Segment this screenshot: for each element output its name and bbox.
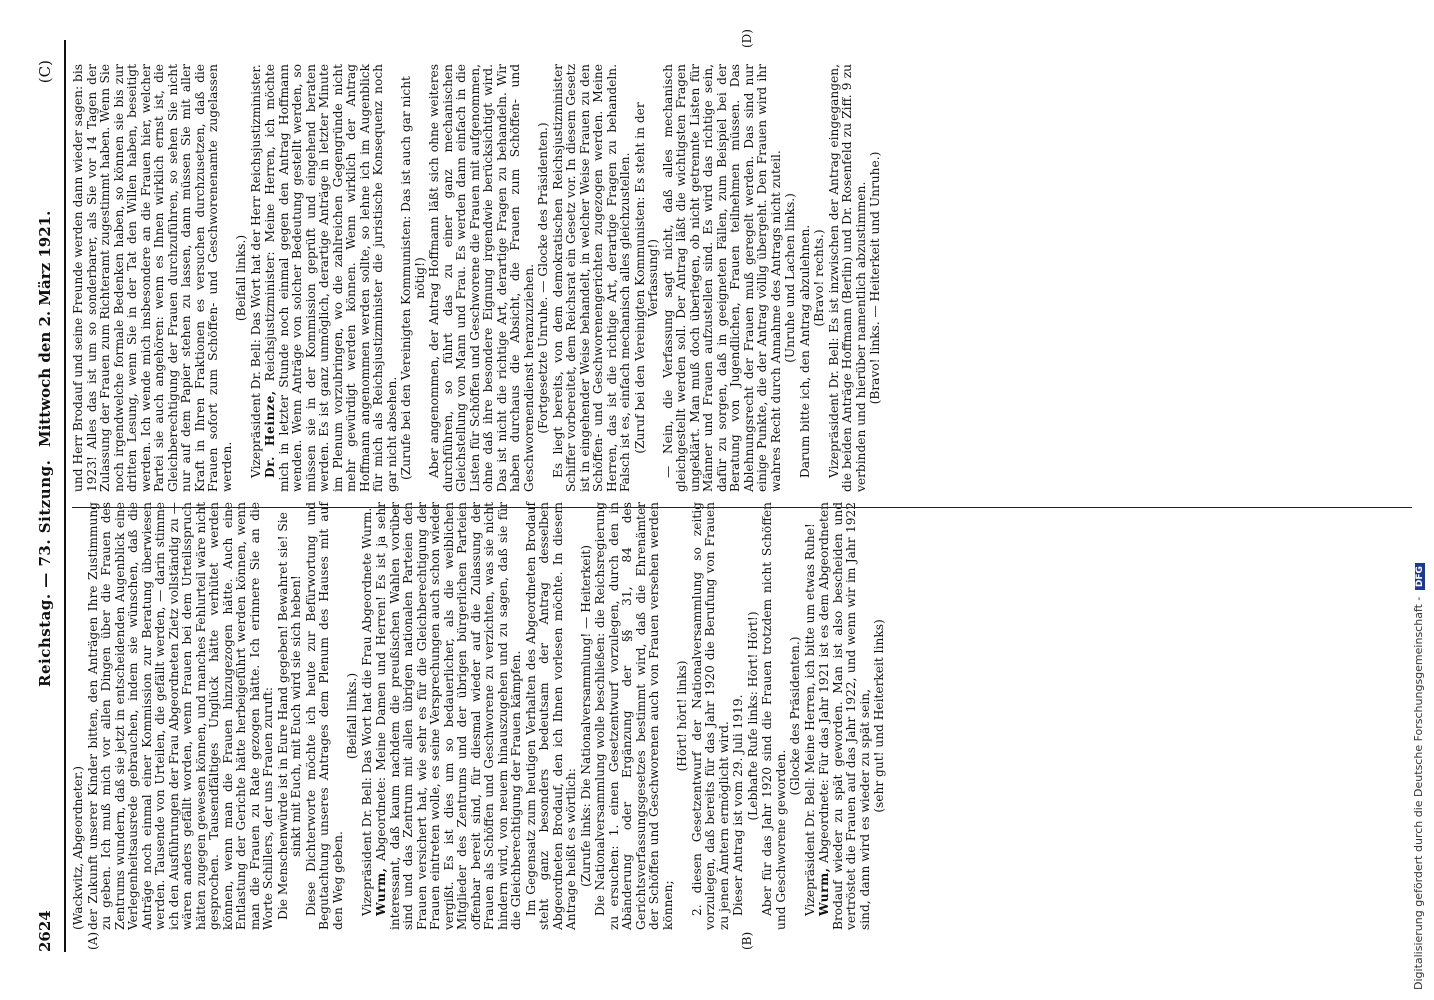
paragraph-text: (Lebhafte Rufe links: Hört! Hört!) <box>745 611 760 821</box>
paragraph <box>72 502 86 930</box>
paragraph-text: Die Menschenwürde ist in Eure Hand gegeben! Bewahret sie! Sie sinkt mit Euch, mit Euch wird sie sich heben! <box>275 512 303 920</box>
paragraph <box>691 502 732 930</box>
paragraph-text: (Zuruf bei den Vereinigten Kommunisten: Es steht in der Verfassung!) <box>632 102 660 454</box>
paragraph <box>634 64 661 492</box>
paragraph <box>72 64 234 492</box>
paragraph-text: Diese Dichterworte möchte ich heute zur Befürwortung und Begutachtung unseres Antrages dem Plenum des Hauses mit auf den Weg geben. <box>303 502 345 930</box>
paragraph <box>361 502 375 930</box>
paragraph-text: 2. diesen Gesetzentwurf der Nationalversammlung so zeitig vorzulegen, daß bereits für das Jahr 1920 die Berufung von Frauen zu jenen Ämtern ermöglicht wird. <box>689 502 731 930</box>
paragraph <box>250 64 264 492</box>
paragraph <box>804 502 818 930</box>
paragraph <box>537 64 551 492</box>
paragraph <box>732 502 746 930</box>
paragraph-text: Abgeordnete: Für das Jahr 1921 ist es dem Abgeordneten Brodauf wieder zu spät geworden. Man ist also bescheiden und vertröstet die Frauen auf das Jahr 1922, und wenn wir im Jahr 1922 sind, dann wird es wieder zu spät sein, <box>817 502 872 930</box>
speaker-name: Wurm, <box>374 867 388 916</box>
right-text-column <box>72 64 884 492</box>
paragraph <box>552 64 633 492</box>
paragraph <box>789 502 803 930</box>
paragraph-text: Es liegt bereits, von dem demokratischen Reichsjustizminister Schiffer vorbereitet, dem Reichsrat ein Gesetz vor. In diesem Gesetz ist in eingehender Weise behandelt, in welcher Weise Frauen zu den Schöffen- und Geschworenengerichten zugezogen werden. Meine Herren, das ist die richtige Art, derartige Fragen zu behandeln. Falsch ist es, einfach mechanisch alles gleichzustellen. <box>550 64 632 492</box>
paragraph-text: und Herr Brodauf und seine Freunde werden dann wieder sagen: bis 1923! Alles das ist um so sonderbarer, als Sie vor 14 Tagen der Zulassung der Frauen zum Richteramt zugestimmt haben. Wenn Sie noch irgendwelche formale Bedenken haben, so können sie bis zur dritten Lesung, wenn Sie in der Tat den Willen haben, beseitigt werden. Ich wende mich insbesondere an die Frauen hier, welcher Partei sie auch angehören: wenn es Ihnen wirklich ernst ist, die Gleichberechtigung der Frauen durchzuführen, so sehen Sie nicht nur auf dem Papier stehen zu lassen, dann müssen Sie mit aller Kraft in Ihren Fraktionen es versuchen durchzusetzen, daß die Frauen sofort zum Schöffen- und Geschworenenamte zugelassen werden. <box>71 64 234 492</box>
paragraph <box>277 502 304 930</box>
paragraph-text: (Bravo! links. — Heiterkeit und Unruhe.) <box>868 151 882 405</box>
paragraph-text: (Unruhe und Lachen links.) <box>783 193 797 363</box>
margin-marker-b: (B) <box>740 931 754 950</box>
paragraph <box>428 64 536 492</box>
paragraph-text: Vizepräsident Dr. Bell: Meine Herren, ich bitte um etwas Ruhe! <box>802 523 817 916</box>
paragraph-text: Die Nationalversammlung wolle beschließen: die Reichsregierung zu ersuchen: 1. einen Gesetzentwurf vorzulegen, durch den in Abänderung oder Ergänzung der §§ 31, 84 des Gerichtsverfassungsgesetzes bestimmt wird, daß die Ehrenämter der Schöffen und Geschworenen auch von Frauen versehen werden können; <box>593 502 675 930</box>
digitization-text-wrapper <box>1412 563 1425 990</box>
paragraph <box>761 502 788 930</box>
paragraph <box>828 64 869 492</box>
paragraph-text: Darum bitte ich, den Antrag abzulehnen. <box>797 224 812 478</box>
margin-marker-d: (D) <box>740 29 754 48</box>
margin-marker-c: (C) <box>36 60 54 84</box>
speaker-name: Dr. Heinze, <box>263 390 277 478</box>
paragraph <box>305 502 346 930</box>
digitization-credit: Digitalisierung gefördert durch die Deutsche Forschungsgemeinschaft - <box>1412 596 1425 990</box>
paragraph-text: (Glocke des Präsidenten.) <box>788 636 802 796</box>
paragraph-text: Aber für das Jahr 1920 sind die Frauen trotzdem nicht Schöffen und Geschworene geworden. <box>760 502 788 930</box>
paragraph <box>676 502 690 930</box>
paragraph-text: Reichsjustizminister: Meine Herren, ich möchte mich in letzter Stunde noch einmal gegen den Antrag Hoffmann wenden. Wenn Anträge von solcher Bedeutung gestellt werden, so müssen sie in der Kommission geprüft und eingehend beraten werden. Es ist ganz unmöglich, derartige Anträge in letzter Minute im Plenum vorzubringen, wo die zahlreichen Gegengründe nicht mehr gewürdigt werden können. Wenn wirklich der Antrag Hoffmann angenommen werden sollte, so lehne ich im Augenblick für mich als Reichsjustizminister die juristische Konsequenz noch gar nicht absehen. <box>263 64 399 492</box>
paragraph-text: Im Gegensatz zum heutigen Verhalten des Abgeordneten Brodauf steht ganz besonders bedeutsam der Antrag desselben Abgeordneten Brodauf, den ich Ihnen vorlesen möchte. In diesem Antrage heißt es wörtlich: <box>523 502 578 930</box>
paragraph-text: — Nein, die Verfassung sagt nicht, daß alles mechanisch gleichgestellt werden soll. Der Antrag läßt die wichtigsten Fragen ungeklärt. Man muß doch überlegen, ob nicht getrennte Listen für Männer und Frauen aufzustellen sind. Es wird das richtige sein, dafür zu sorgen, daß in geeigneten Fällen, zum Beispiel bei der Beratung von Jugendlichen, Frauen teilnehmen müssen. Das Ablehnungsrecht der Frauen muß geregelt werden. Das sind nur einige Punkte, die der Antrag völlig übergeht. Den Frauen wird ihr wahres Recht durch Annahme des Antrags nicht zuteil. <box>660 64 783 492</box>
paragraph-text: (Wackwitz, Abgeordneter.) <box>71 766 85 930</box>
digitization-note <box>1404 0 1434 1000</box>
paragraph <box>813 64 827 492</box>
paragraph-text: (sehr gut! und Heiterkeit links) <box>872 619 886 813</box>
paragraph <box>799 64 813 492</box>
paragraph <box>594 502 675 930</box>
page-header <box>34 40 64 952</box>
paragraph-text: (Fortgesetzte Unruhe. — Glocke des Präsidenten.) <box>536 122 550 434</box>
paragraph-text: (Beifall links.) <box>345 672 359 760</box>
paragraph <box>375 502 524 930</box>
paragraph <box>400 64 427 492</box>
page-number: 2624 <box>36 910 54 952</box>
paragraph-text: Vizepräsident Dr. Bell: Es ist inzwischen der Antrag eingegangen, die beiden Anträge Hoffmann (Berlin) und Dr. Rosenfeld zu Ziff. 9 zu verbinden und hierüber namentlich abzustimmen. <box>826 64 868 492</box>
paragraph <box>346 502 360 930</box>
header-rule <box>64 40 66 952</box>
session-title: Reichstag. — 73. Sitzung. <box>36 459 54 687</box>
paragraph <box>235 64 249 492</box>
paragraph <box>873 502 887 930</box>
paragraph <box>662 64 784 492</box>
paragraph-text: Vizepräsident Dr. Bell: Das Wort hat der Herr Reichsjustizminister. <box>248 64 263 478</box>
paragraph <box>264 64 399 492</box>
paragraph-text: Dieser Antrag ist vom 29. Juli 1919. <box>731 694 745 916</box>
paragraph-text: der Zukunft unserer Kinder bitten, den Anträgen Ihre Zustimmung zu geben. Ich muß mich vor allen Dingen über die Frauen des Zentrums wundern, daß sie jetzt in entscheidenden Augenblick eine Verlegenheitsausrede gebrauchen, indem sie wünschen, daß die Anträge noch einmal einer Kommission zur Beratung überwiesen werden. Tausende von Urteilen, die gefällt werden, — darin stimme ich den Ausführungen der Frau Abgeordneten Zietz vollständig zu — wären anders gefällt worden, wenn Frauen bei dem Urteilsspruch hätten zugegen gewesen können, und manches Fehlurteil wäre nicht gesprochen. Tausendfältiges Unglück hätte verhütet werden können, wenn man die Frauen hinzugezogen hätte. Auch eine Entlastung der Gerichte hätte herbeigeführt werden können, wenn man die Frauen zu Rate gezogen hätte. Ich erinnere Sie an die Worte Schillers, der uns Frauen zuruft: <box>85 502 275 930</box>
speaker-name: Wurm, <box>817 867 831 916</box>
margin-marker-a: (A) <box>86 931 100 950</box>
paragraph <box>747 502 761 930</box>
paragraph-text: Vizepräsident Dr. Bell: Das Wort hat die Frau Abgeordnete Wurm. <box>359 507 374 916</box>
paragraph-text: (Zurufe bei den Vereinigten Kommunisten: Das ist auch gar nicht nötig!) <box>399 76 427 480</box>
dfg-badge: DFG <box>1415 563 1425 590</box>
paragraph-text: (Zurufe links: Die Nationalversammlung! — Heiterkeit) <box>578 544 593 888</box>
paragraph-text: (Bravo! rechts.) <box>812 229 826 327</box>
paragraph <box>525 502 579 930</box>
paragraph <box>869 64 883 492</box>
paragraph-text: (Beifall links.) <box>234 234 248 322</box>
session-date: Mittwoch den 2. März 1921. <box>36 210 54 447</box>
left-text-column <box>72 502 888 930</box>
paragraph-text: Abgeordnete: Meine Damen und Herren! Es ist ja sehr interessant, daß kaum nachdem die preußischen Wahlen vorüber sind und das Zentrum mit allen übrigen nationalen Parteien den Frauen versichert hat, wie sehr es für die Gleichberechtigung der Frauen eintreten wolle, es seine Versprechungen auch schon wieder vergißt. Es ist dies um so bedauerlicher, als die weiblichen Mitglieder des Zentrums und der übrigen bürgerlichen Parteien offenbar bereit sind, für diesmal wieder auf die Zulassung der Frauen als Schöffen und Geschworene zu verzichten, was sie nicht hindern wird, von neuem hinauszugehen und zu sagen, daß sie für die Gleichberechtigung der Frauen kämpfen. <box>374 502 523 930</box>
paragraph <box>87 502 276 930</box>
paragraph <box>818 502 872 930</box>
paragraph <box>784 64 798 492</box>
paragraph-text: (Hört! hört! links) <box>675 660 689 772</box>
paragraph <box>580 502 594 930</box>
column-divider <box>72 507 1412 508</box>
paragraph-text: Aber angenommen, der Antrag Hoffmann läßt sich ohne weiteres durchführen, so führt das zu einer ganz mechanischen Gleichstellung von Mann und Frau. Es werden dann einfach in die Listen für Schöffen und Geschworene die Frauen mit aufgenommen, ohne daß ihre besondere Eignung irgendwie berücksichtigt wird. Das ist nicht die richtige Art, derartige Fragen zu behandeln. Wir haben durchaus die Absicht, die Frauen zum Schöffen- und Geschworenendienst heranzuziehen. <box>427 64 536 492</box>
